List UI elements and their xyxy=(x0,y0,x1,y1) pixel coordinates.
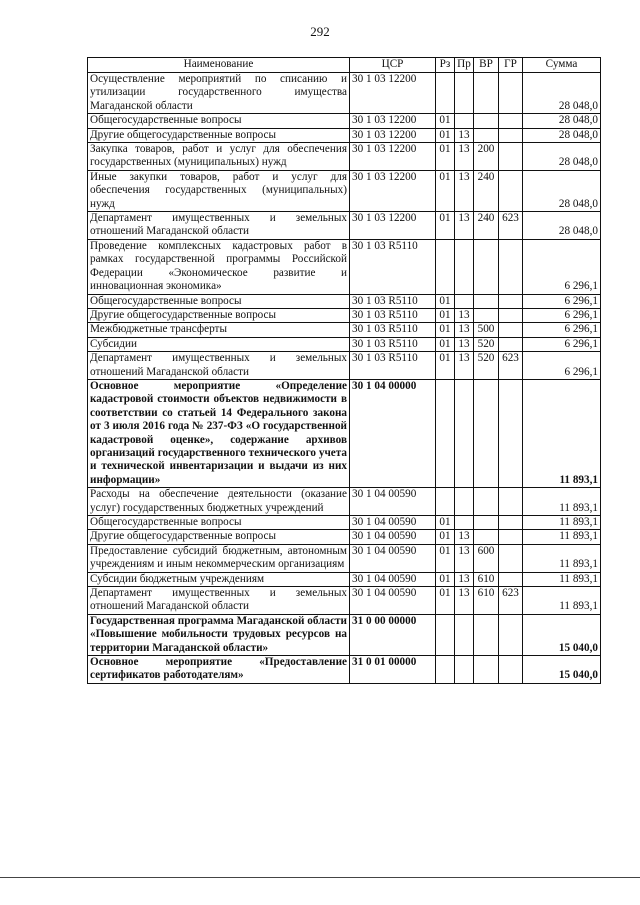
table-row xyxy=(88,294,601,308)
cell-rz xyxy=(436,614,455,655)
header-rz: Рз xyxy=(436,58,455,73)
cell-rz: 01 xyxy=(436,114,455,128)
cell-code: 30 1 04 00000 xyxy=(350,379,436,487)
cell-gr xyxy=(499,114,523,128)
cell-sum: 28 048,0 xyxy=(523,212,601,240)
cell-pr xyxy=(455,114,474,128)
cell-rz: 01 xyxy=(436,294,455,308)
cell-vr: 520 xyxy=(474,337,499,351)
cell-pr: 13 xyxy=(455,530,474,544)
header-pr: Пр xyxy=(455,58,474,73)
table-row xyxy=(88,337,601,351)
cell-code: 30 1 03 12200 xyxy=(350,143,436,171)
table-header-row xyxy=(88,58,601,73)
cell-code: 30 1 04 00590 xyxy=(350,488,436,516)
cell-gr xyxy=(499,544,523,572)
cell-pr: 13 xyxy=(455,352,474,380)
cell-code: 31 0 01 00000 xyxy=(350,656,436,684)
cell-vr xyxy=(474,128,499,142)
cell-pr: 13 xyxy=(455,212,474,240)
cell-sum: 6 296,1 xyxy=(523,239,601,294)
cell-sum: 11 893,1 xyxy=(523,544,601,572)
header-gr: ГР xyxy=(499,58,523,73)
cell-rz: 01 xyxy=(436,544,455,572)
cell-code: 30 1 03 R5110 xyxy=(350,337,436,351)
cell-vr xyxy=(474,530,499,544)
cell-code: 30 1 04 00590 xyxy=(350,516,436,530)
cell-code: 30 1 04 00590 xyxy=(350,544,436,572)
cell-name: Департамент имущественных и земельных отношений Магаданской области xyxy=(88,587,350,615)
cell-pr: 13 xyxy=(455,128,474,142)
cell-name: Общегосударственные вопросы xyxy=(88,114,350,128)
cell-pr: 13 xyxy=(455,337,474,351)
cell-gr: 623 xyxy=(499,587,523,615)
cell-name: Субсидии xyxy=(88,337,350,351)
cell-gr xyxy=(499,239,523,294)
cell-pr: 13 xyxy=(455,308,474,322)
cell-name: Иные закупки товаров, работ и услуг для обеспечения государственных (муниципальных) нужд xyxy=(88,170,350,211)
table-row xyxy=(88,239,601,294)
table-row xyxy=(88,143,601,171)
cell-vr: 200 xyxy=(474,143,499,171)
header-vr: ВР xyxy=(474,58,499,73)
cell-gr: 623 xyxy=(499,352,523,380)
cell-vr xyxy=(474,488,499,516)
cell-vr: 610 xyxy=(474,572,499,586)
cell-sum: 28 048,0 xyxy=(523,73,601,114)
cell-name: Государственная программа Магаданской области «Повышение мобильности трудовых ресурсов на территории Магаданской области» xyxy=(88,614,350,655)
cell-sum: 6 296,1 xyxy=(523,308,601,322)
cell-rz: 01 xyxy=(436,323,455,337)
table-row xyxy=(88,73,601,114)
cell-sum: 28 048,0 xyxy=(523,143,601,171)
table-row xyxy=(88,212,601,240)
cell-gr: 623 xyxy=(499,212,523,240)
header-code: ЦСР xyxy=(350,58,436,73)
cell-gr xyxy=(499,143,523,171)
cell-vr xyxy=(474,656,499,684)
cell-sum: 15 040,0 xyxy=(523,656,601,684)
cell-sum: 6 296,1 xyxy=(523,294,601,308)
table-row xyxy=(88,544,601,572)
cell-vr: 500 xyxy=(474,323,499,337)
cell-gr xyxy=(499,73,523,114)
cell-vr xyxy=(474,114,499,128)
cell-name: Межбюджетные трансферты xyxy=(88,323,350,337)
cell-pr xyxy=(455,614,474,655)
cell-vr: 600 xyxy=(474,544,499,572)
cell-name: Осуществление мероприятий по списанию и утилизации государственного имущества Магаданской области xyxy=(88,73,350,114)
table-body xyxy=(88,73,601,684)
cell-name: Общегосударственные вопросы xyxy=(88,516,350,530)
cell-rz: 01 xyxy=(436,212,455,240)
header-name: Наименование xyxy=(88,58,350,73)
cell-rz: 01 xyxy=(436,308,455,322)
cell-code: 30 1 03 R5110 xyxy=(350,352,436,380)
cell-pr xyxy=(455,379,474,487)
cell-rz: 01 xyxy=(436,337,455,351)
cell-code: 30 1 04 00590 xyxy=(350,587,436,615)
cell-sum: 11 893,1 xyxy=(523,379,601,487)
cell-pr xyxy=(455,488,474,516)
cell-vr xyxy=(474,379,499,487)
cell-rz xyxy=(436,239,455,294)
cell-gr xyxy=(499,337,523,351)
table-row xyxy=(88,308,601,322)
cell-sum: 11 893,1 xyxy=(523,516,601,530)
cell-name: Другие общегосударственные вопросы xyxy=(88,308,350,322)
cell-name: Основное мероприятие «Определение кадастровой стоимости объектов недвижимости в соответствии со статьей 14 Федерального закона от 3 июля 2016 года № 237-ФЗ «О государственной кадастровой оценке», содержание архивов организаций государственного технического учета и технической инвентаризации и выдачи из них информации» xyxy=(88,379,350,487)
scan-edge-rule xyxy=(0,877,640,878)
cell-name: Расходы на обеспечение деятельности (оказание услуг) государственных бюджетных учреждений xyxy=(88,488,350,516)
cell-sum: 15 040,0 xyxy=(523,614,601,655)
table-row xyxy=(88,128,601,142)
cell-gr xyxy=(499,170,523,211)
cell-rz: 01 xyxy=(436,143,455,171)
cell-name: Департамент имущественных и земельных отношений Магаданской области xyxy=(88,352,350,380)
cell-sum: 11 893,1 xyxy=(523,530,601,544)
cell-rz xyxy=(436,656,455,684)
table-row xyxy=(88,572,601,586)
cell-name: Закупка товаров, работ и услуг для обеспечения государственных (муниципальных) нужд xyxy=(88,143,350,171)
cell-code: 30 1 03 12200 xyxy=(350,170,436,211)
cell-name: Основное мероприятие «Предоставление сертификатов работодателям» xyxy=(88,656,350,684)
cell-pr: 13 xyxy=(455,572,474,586)
cell-vr: 610 xyxy=(474,587,499,615)
cell-gr xyxy=(499,294,523,308)
cell-code: 30 1 03 12200 xyxy=(350,73,436,114)
cell-sum: 11 893,1 xyxy=(523,587,601,615)
cell-code: 31 0 00 00000 xyxy=(350,614,436,655)
cell-vr xyxy=(474,239,499,294)
table-row xyxy=(88,587,601,615)
table-row xyxy=(88,170,601,211)
cell-code: 30 1 03 R5110 xyxy=(350,323,436,337)
cell-pr xyxy=(455,656,474,684)
cell-rz: 01 xyxy=(436,516,455,530)
cell-pr: 13 xyxy=(455,544,474,572)
cell-code: 30 1 04 00590 xyxy=(350,530,436,544)
cell-sum: 28 048,0 xyxy=(523,114,601,128)
cell-name: Департамент имущественных и земельных отношений Магаданской области xyxy=(88,212,350,240)
cell-pr: 13 xyxy=(455,170,474,211)
cell-vr: 520 xyxy=(474,352,499,380)
cell-sum: 11 893,1 xyxy=(523,572,601,586)
cell-code: 30 1 03 R5110 xyxy=(350,239,436,294)
cell-vr xyxy=(474,308,499,322)
table-row xyxy=(88,656,601,684)
cell-sum: 28 048,0 xyxy=(523,128,601,142)
cell-sum: 6 296,1 xyxy=(523,323,601,337)
cell-gr xyxy=(499,308,523,322)
cell-rz: 01 xyxy=(436,530,455,544)
cell-vr: 240 xyxy=(474,212,499,240)
page-number: 292 xyxy=(310,24,330,39)
cell-vr xyxy=(474,614,499,655)
cell-rz: 01 xyxy=(436,352,455,380)
table-row xyxy=(88,488,601,516)
cell-name: Предоставление субсидий бюджетным, автономным учреждениям и иным некоммерческим организациям xyxy=(88,544,350,572)
table-row xyxy=(88,614,601,655)
cell-vr xyxy=(474,294,499,308)
cell-rz xyxy=(436,379,455,487)
cell-pr: 13 xyxy=(455,143,474,171)
cell-name: Другие общегосударственные вопросы xyxy=(88,128,350,142)
cell-code: 30 1 03 12200 xyxy=(350,128,436,142)
cell-gr xyxy=(499,614,523,655)
cell-rz xyxy=(436,488,455,516)
cell-gr xyxy=(499,379,523,487)
cell-sum: 28 048,0 xyxy=(523,170,601,211)
cell-name: Общегосударственные вопросы xyxy=(88,294,350,308)
cell-name: Субсидии бюджетным учреждениям xyxy=(88,572,350,586)
cell-pr xyxy=(455,239,474,294)
cell-vr: 240 xyxy=(474,170,499,211)
cell-sum: 6 296,1 xyxy=(523,352,601,380)
cell-code: 30 1 03 12200 xyxy=(350,114,436,128)
cell-gr xyxy=(499,656,523,684)
cell-name: Другие общегосударственные вопросы xyxy=(88,530,350,544)
cell-code: 30 1 03 R5110 xyxy=(350,308,436,322)
table-row xyxy=(88,516,601,530)
cell-sum: 11 893,1 xyxy=(523,488,601,516)
table-row xyxy=(88,352,601,380)
cell-rz: 01 xyxy=(436,128,455,142)
cell-pr xyxy=(455,516,474,530)
cell-pr xyxy=(455,73,474,114)
cell-vr xyxy=(474,73,499,114)
cell-gr xyxy=(499,530,523,544)
cell-rz: 01 xyxy=(436,587,455,615)
cell-gr xyxy=(499,323,523,337)
cell-gr xyxy=(499,572,523,586)
cell-rz: 01 xyxy=(436,170,455,211)
cell-sum: 6 296,1 xyxy=(523,337,601,351)
cell-vr xyxy=(474,516,499,530)
table-row xyxy=(88,114,601,128)
cell-code: 30 1 04 00590 xyxy=(350,572,436,586)
cell-rz xyxy=(436,73,455,114)
cell-pr xyxy=(455,294,474,308)
table-row xyxy=(88,379,601,487)
table-row xyxy=(88,530,601,544)
budget-table xyxy=(87,57,601,684)
cell-name: Проведение комплексных кадастровых работ в рамках государственной программы Российской Федерации «Экономическое развитие и инновационная экономика» xyxy=(88,239,350,294)
cell-code: 30 1 03 12200 xyxy=(350,212,436,240)
table-row xyxy=(88,323,601,337)
cell-code: 30 1 03 R5110 xyxy=(350,294,436,308)
cell-gr xyxy=(499,488,523,516)
cell-pr: 13 xyxy=(455,323,474,337)
header-sum: Сумма xyxy=(523,58,601,73)
cell-gr xyxy=(499,128,523,142)
cell-pr: 13 xyxy=(455,587,474,615)
cell-gr xyxy=(499,516,523,530)
cell-rz: 01 xyxy=(436,572,455,586)
